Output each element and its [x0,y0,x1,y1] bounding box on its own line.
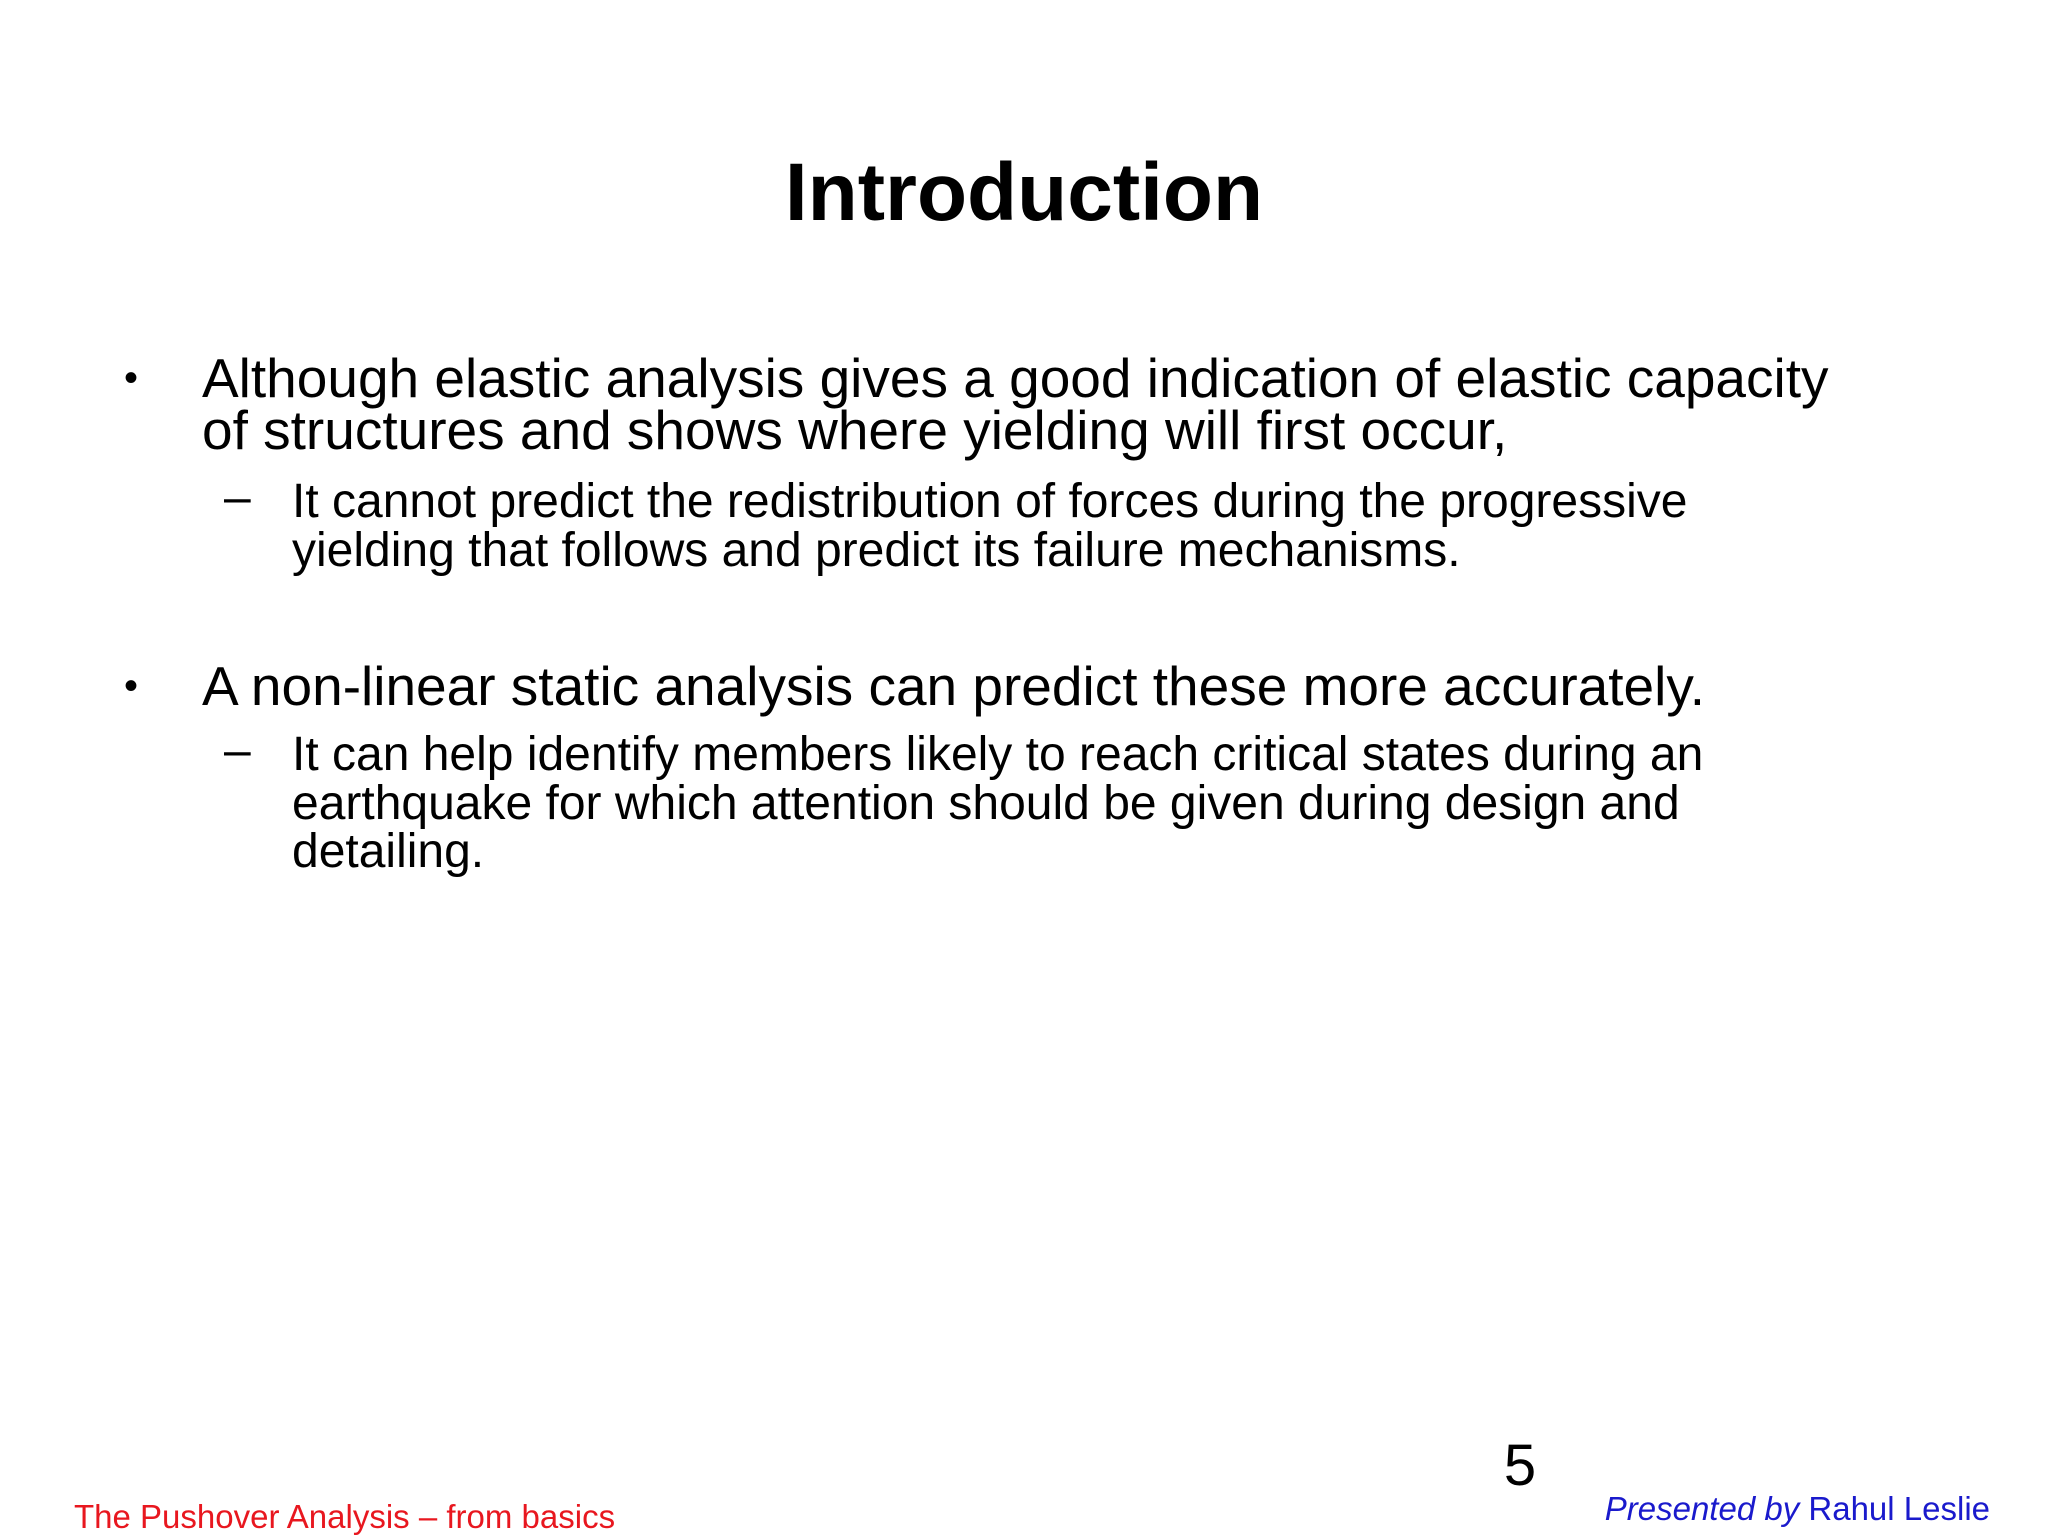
footer-presentation-title: The Pushover Analysis – from basics [74,1498,616,1535]
bullet-text [202,655,2022,717]
sub-bullet-line: earthquake for which attention should be given during design and [292,776,1680,830]
sub-bullet-line: It can help identify members likely to reach critical states during an [292,728,1704,781]
bullet-text [202,347,2022,461]
sub-bullet-line: yielding that follows and predict its failure mechanisms. [292,523,1461,577]
sub-bullet-text [292,728,2032,878]
presented-by-label: Presented by [1604,1490,1800,1527]
sub-bullet-marker: – [224,471,251,524]
bullet-marker: • [124,664,139,708]
sub-bullet-line: detailing. [292,825,485,878]
bullet-marker: • [124,356,139,400]
footer-presenter [1605,1490,1990,1528]
bullet-line: Although elastic analysis gives a good indication of elastic capacity [202,347,1829,409]
presenter-name: Rahul Leslie [1799,1490,1990,1527]
slide-title: Introduction [784,147,1264,238]
sub-bullet-text [292,475,2032,577]
bullet-line: of structures and shows where yielding will first occur, [202,399,1508,461]
sub-bullet-line: It cannot predict the redistribution of forces during the progressive [292,475,1688,528]
bullet-line: A non-linear static analysis can predict these more accurately. [202,655,1706,717]
page-number: 5 [1503,1433,1537,1498]
sub-bullet-marker: – [224,724,251,777]
